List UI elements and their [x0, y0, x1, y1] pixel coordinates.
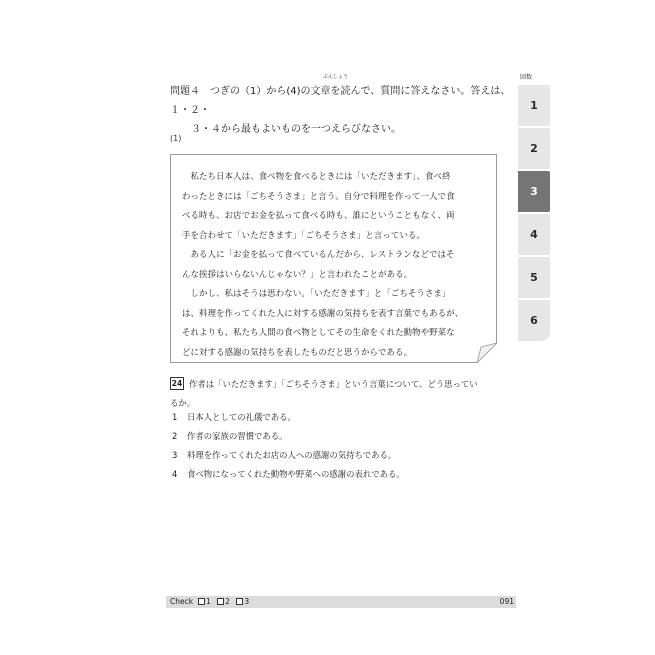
- passage-line: 私たち日本人は、食べ物を食べるときには「いただきます」、食べ終: [182, 171, 451, 181]
- furigana: ぶんしょう: [323, 74, 349, 80]
- passage-line: べる時も、お店でお金を払って食べる時も、誰にということもなく、両: [182, 210, 455, 220]
- section-label: (1): [170, 134, 182, 143]
- option-number: 4: [172, 469, 178, 479]
- option-text: 食べ物になってくれた動物や野菜への感謝の表れである。: [187, 469, 405, 479]
- passage-line: しかし、私はそうは思わない。「いただきます」と「ごちそうさま」: [182, 288, 451, 298]
- passage-box: [170, 154, 497, 363]
- option-number: 3: [172, 450, 178, 460]
- option-1[interactable]: [172, 408, 405, 427]
- option-text: 作者の家族の習慣である。: [187, 431, 288, 441]
- page-number: 091: [499, 597, 514, 606]
- checkbox-3[interactable]: [236, 598, 243, 605]
- passage-line: それよりも、私たち人間の食べ物としてその生命をくれた動物や野菜な: [182, 327, 455, 337]
- page-curl-icon: [477, 343, 497, 363]
- round-tabs: [518, 70, 550, 343]
- round-tab-1[interactable]: 1: [518, 85, 550, 126]
- checkbox-label: 2: [225, 597, 230, 606]
- option-number: 1: [172, 412, 178, 422]
- passage-line: 手を合わせて「いただきます」「ごちそうさま」と言っている。: [182, 229, 426, 240]
- passage-line: んな挨拶はいらないんじゃない？」と言われたことがある。: [182, 268, 413, 279]
- passage-text: [182, 167, 486, 362]
- instructions-line-1: 問題４ つぎの（1）から(4)の文章を読んで、質問に答えなさい。答えは、１・２・: [170, 86, 511, 116]
- option-4[interactable]: [172, 465, 405, 484]
- round-tab-4[interactable]: 4: [518, 214, 550, 255]
- round-tabs-heading: 回数: [520, 74, 533, 81]
- passage-line: ある人に「お金を払って食べているんだから、レストランなどではそ: [182, 249, 455, 259]
- check-label: Check: [170, 597, 194, 606]
- passage-line: どに対する感謝の気持ちを表したものだと思うからである。: [182, 346, 413, 357]
- option-number: 2: [172, 431, 178, 441]
- footer-bar: [166, 596, 516, 608]
- question-stem-line-1: 作者は「いただきます」「ごちそうさま」という言葉について、どう思ってい: [189, 379, 478, 389]
- round-tab-6[interactable]: 6: [518, 300, 550, 341]
- checkbox-2[interactable]: [217, 598, 224, 605]
- answer-options: [172, 408, 405, 484]
- round-tab-5[interactable]: 5: [518, 257, 550, 298]
- question-stem-line-2: るか。: [170, 398, 196, 408]
- instructions-line-2: ３・４から最もよいものを一つえらびなさい。: [191, 124, 401, 135]
- option-text: 日本人としての礼儀である。: [187, 412, 296, 422]
- question-number: 24: [171, 379, 183, 388]
- checkbox-label: 3: [244, 597, 250, 606]
- option-2[interactable]: [172, 427, 405, 446]
- option-text: 料理を作ってくれたお店の人への感謝の気持ちである。: [187, 450, 397, 460]
- option-3[interactable]: [172, 446, 405, 465]
- passage-line: は、料理を作ってくれた人に対する感謝の気持ちを表す言葉でもあるが、: [182, 307, 464, 318]
- round-tab-2[interactable]: 2: [518, 128, 550, 169]
- passage-line: わったときには「ごちそうさま」と言う。自分で料理を作って一人で食: [182, 190, 455, 201]
- round-tab-3[interactable]: 3: [518, 171, 550, 212]
- checkbox-label: 1: [206, 597, 211, 606]
- checkbox-1[interactable]: [198, 598, 205, 605]
- instructions: [170, 74, 515, 139]
- check-boxes: [198, 596, 253, 608]
